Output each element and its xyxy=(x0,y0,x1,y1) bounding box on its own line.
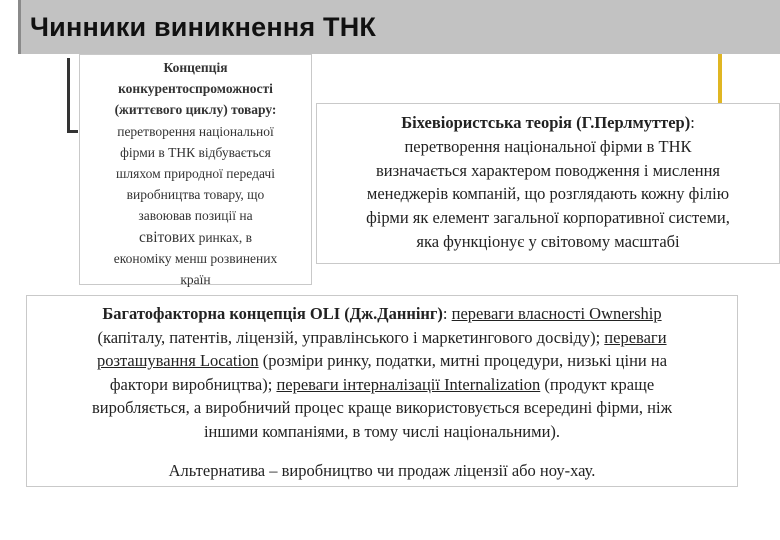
oli-line6: іншими компаніями, в тому числі національними). xyxy=(203,421,561,441)
oli-seg1: (капіталу, патентів, ліцензій, управлінського і маркетингового досвіду); xyxy=(97,327,605,347)
behavior-heading: Біхевіористська теорія (Г.Перлмуттер) xyxy=(401,113,691,132)
behavior-colon: : xyxy=(690,113,695,132)
behavior-line1 xyxy=(317,111,779,135)
lifecycle-heading-line3: (життєвого циклу) товару: xyxy=(114,102,277,118)
alternative-text: Альтернатива – виробництво чи продаж ліцензії або ноу-хау. xyxy=(168,461,596,480)
oli-ownership: переваги власності Ownership xyxy=(451,304,662,323)
oli-line1 xyxy=(27,302,737,326)
behavior-line3: визначається характером поводження і мислення xyxy=(375,160,721,180)
oli-line3 xyxy=(27,349,737,373)
slide-title: Чинники виникнення ТНК xyxy=(30,12,377,42)
oli-concept-text xyxy=(27,302,737,444)
lifecycle-line7: виробництва товару, що xyxy=(126,187,265,203)
behavioral-theory-box xyxy=(316,103,780,264)
behavior-line5: фірми як елемент загальної корпоративної системи, xyxy=(366,208,730,228)
oli-location-b: розташування Location xyxy=(96,351,259,371)
title-accent-line xyxy=(18,0,21,54)
behavior-line4: менеджерів компаній, що розглядають кожну філію xyxy=(366,184,730,204)
lifecycle-line5: фірми в ТНК відбувається xyxy=(120,144,271,160)
oli-seg3a: (продукт краще xyxy=(540,374,655,394)
behavior-line2: перетворення національної фірми в ТНК xyxy=(404,136,692,156)
lifecycle-concept-text xyxy=(80,57,311,290)
lifecycle-line11: країн xyxy=(180,272,211,288)
oli-line2 xyxy=(27,326,737,350)
oli-heading: Багатофакторна концепція OLI (Дж.Даннінг) xyxy=(102,304,443,323)
oli-internalization: переваги інтерналізації Internalization xyxy=(276,374,541,394)
oli-line5: виробляється, а виробничий процес краще використовується всередині фірми, ніж xyxy=(91,398,672,418)
lifecycle-heading-line2: конкурентоспроможності xyxy=(118,81,273,97)
right-bracket-decoration xyxy=(708,54,722,107)
lifecycle-line9 xyxy=(80,227,311,248)
lifecycle-line8: завоював позиції на xyxy=(138,208,253,224)
lifecycle-concept-box xyxy=(79,54,312,288)
oli-line4 xyxy=(27,373,737,397)
oli-seg2b: фактори виробництва); xyxy=(109,374,277,394)
lifecycle-line6: шляхом природної передачі xyxy=(116,166,275,182)
lifecycle-line4: перетворення національної xyxy=(117,123,274,139)
lifecycle-line9-rest: ринках, в xyxy=(195,229,252,245)
oli-concept-box xyxy=(26,295,738,487)
lifecycle-heading-line1: Концепція xyxy=(163,60,228,75)
oli-location-a: переваги xyxy=(604,327,667,347)
lifecycle-line10: економіку менш розвинених xyxy=(113,250,278,266)
oli-colon: : xyxy=(442,304,452,323)
behavior-line6: яка функціонує у світовому масштабі xyxy=(416,231,680,251)
oli-seg2a: (розміри ринку, податки, митні процедури, низькі ціни на xyxy=(258,351,668,371)
behavioral-theory-text xyxy=(317,111,779,254)
left-bracket-decoration xyxy=(67,58,78,133)
lifecycle-world-word: світових xyxy=(139,228,196,246)
